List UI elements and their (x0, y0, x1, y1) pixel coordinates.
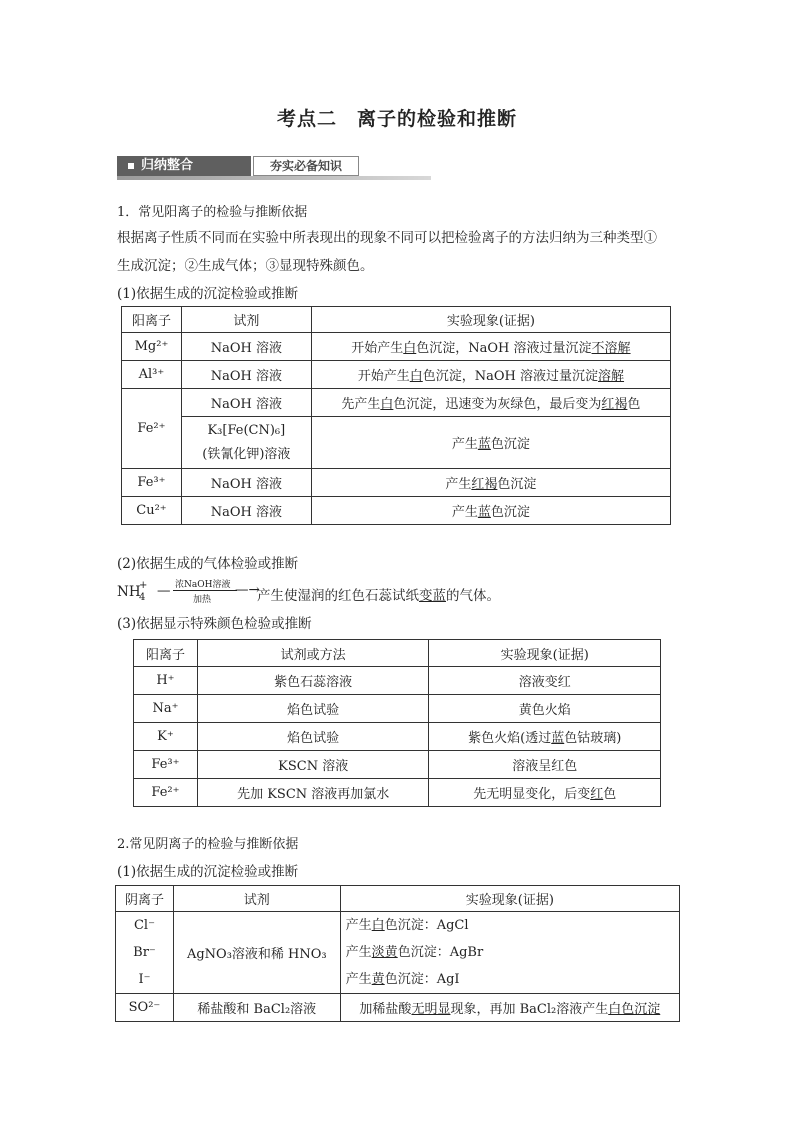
arrow-condition-bottom: 加热 (193, 595, 212, 605)
table-cell: NaOH 溶液 (181, 389, 311, 417)
table-cell: 先无明显变化，后变红色 (429, 779, 661, 807)
table-cell: K₃[Fe(CN)₆] (铁氰化钾)溶液 (181, 417, 311, 469)
table-cell: SO²⁻ (116, 994, 174, 1022)
table-cell: Fe³⁺ (122, 469, 182, 497)
table-cell: AgNO₃溶液和稀 HNO₃ (173, 912, 340, 994)
table-cell: 焰色试验 (197, 695, 429, 723)
table-cell: 加稀盐酸无明显现象，再加 BaCl₂溶液产生白色沉淀 (340, 994, 679, 1022)
table-cell: Mg²⁺ (122, 333, 182, 361)
table-header: 试剂 (173, 886, 340, 912)
table-cell: 开始产生白色沉淀，NaOH 溶液过量沉淀溶解 (311, 361, 670, 389)
dash-icon: — (157, 583, 171, 599)
table-header: 实验现象(证据) (340, 886, 679, 912)
cation-precipitate-table (121, 306, 671, 525)
table-cell: 开始产生白色沉淀，NaOH 溶液过量沉淀不溶解 (311, 333, 670, 361)
ammonium-test-line: NH + 4 — 浓NaOH溶液 加热 —→ 产生使湿润的红色石蕊试纸变蓝的气体。 (117, 578, 677, 608)
table-cell: Na⁺ (134, 695, 198, 723)
table-cell: K⁺ (134, 723, 198, 751)
table-cell: NaOH 溶液 (181, 497, 311, 525)
table-cell: 先加 KSCN 溶液再加氯水 (197, 779, 429, 807)
table-cell: 稀盐酸和 BaCl₂溶液 (173, 994, 340, 1022)
table-header: 实验现象(证据) (311, 307, 670, 333)
subsection-heading: (1)依据生成的沉淀检验或推断 (117, 864, 299, 880)
table-cell: H⁺ (134, 667, 198, 695)
table-cell: Cl⁻ Br⁻ I⁻ (116, 912, 174, 994)
table-cell: Fe²⁺ (134, 779, 198, 807)
table-cell: Al³⁺ (122, 361, 182, 389)
anion-precipitate-table (115, 885, 680, 1022)
table-header: 试剂 (181, 307, 311, 333)
subsection-heading: (2)依据生成的气体检验或推断 (117, 556, 299, 572)
table-cell: 溶液变红 (429, 667, 661, 695)
table-cell: 紫色火焰(透过蓝色钴玻璃) (429, 723, 661, 751)
table-header: 实验现象(证据) (429, 640, 661, 667)
banner-rule (117, 176, 431, 180)
table-cell: 产生红褐色沉淀 (311, 469, 670, 497)
table-header: 阳离子 (122, 307, 182, 333)
page-title: 考点二 离子的检验和推断 (276, 108, 517, 130)
table-cell: 焰色试验 (197, 723, 429, 751)
arrow-line (173, 590, 237, 591)
table-cell: 黄色火焰 (429, 695, 661, 723)
banner-label-dark: 归纳整合 (117, 156, 251, 176)
table-cell: KSCN 溶液 (197, 751, 429, 779)
table-cell: Fe³⁺ (134, 751, 198, 779)
arrow-condition-top: 浓NaOH溶液 (175, 580, 231, 590)
table-cell: 溶液呈红色 (429, 751, 661, 779)
table-cell: Cu²⁺ (122, 497, 182, 525)
section1-heading: 1．常见阳离子的检验与推断依据 (117, 205, 308, 220)
arrow-head-icon: —→ (235, 582, 260, 598)
cation-color-table (133, 639, 661, 807)
table-cell: NaOH 溶液 (181, 361, 311, 389)
table-cell: 紫色石蕊溶液 (197, 667, 429, 695)
table-cell: NaOH 溶液 (181, 333, 311, 361)
table-cell: 先产生白色沉淀，迅速变为灰绿色，最后变为红褐色 (311, 389, 670, 417)
subsection-heading: (1)依据生成的沉淀检验或推断 (117, 286, 299, 302)
table-cell: Fe²⁺ (122, 389, 182, 469)
square-bullet-icon (128, 163, 134, 169)
intro-line-1: 根据离子性质不同而在实验中所表现出的现象不同可以把检验离子的方法归纳为三种类型① (117, 230, 657, 246)
table-cell: 产生蓝色沉淀 (311, 497, 670, 525)
subsection-heading: (3)依据显示特殊颜色检验或推断 (117, 616, 312, 632)
table-header: 阴离子 (116, 886, 174, 912)
section2-heading: 2.常见阴离子的检验与推断依据 (117, 837, 299, 852)
table-header: 阳离子 (134, 640, 198, 667)
table-cell: NaOH 溶液 (181, 469, 311, 497)
table-cell: 产生白色沉淀：AgCl 产生淡黄色沉淀：AgBr 产生黄色沉淀：AgI (340, 912, 679, 994)
intro-line-2: 生成沉淀；②生成气体；③显现特殊颜色。 (117, 258, 374, 274)
section-banner (117, 156, 431, 180)
table-header: 试剂或方法 (197, 640, 429, 667)
table-cell: 产生蓝色沉淀 (311, 417, 670, 469)
banner-label-light: 夯实必备知识 (253, 156, 359, 176)
